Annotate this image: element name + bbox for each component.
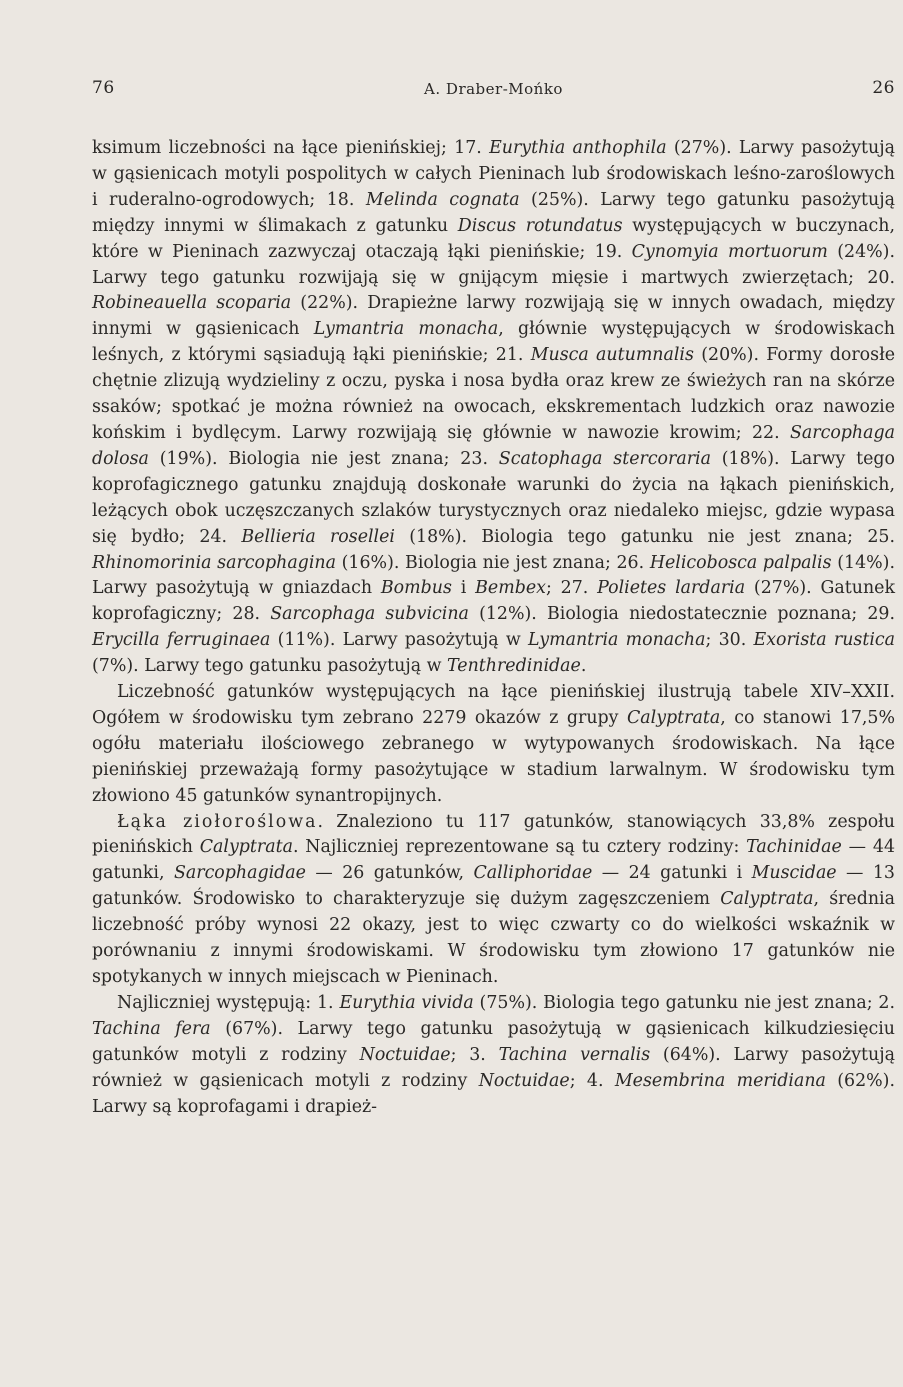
text-run: ksimum liczebności na łące pienińskiej; 17.: [92, 138, 490, 158]
text-run: , głównie występujących w środowiskach leśnych, z którymi sąsiadują łąki pienińskie; 21.: [92, 319, 896, 366]
species-name: Musca autumnalis: [530, 345, 694, 366]
species-name: Eurythia vivida: [339, 992, 474, 1013]
text-run: (67%). Larwy tego gatunku pasożytują w gąsienicach kilkudziesięciu gatunków motyli z rodziny: [92, 1018, 896, 1065]
text-run: Najliczniej występują: 1.: [117, 992, 340, 1013]
species-name: Erycilla ferruginaea: [92, 630, 271, 651]
text-run: (24%). Larwy tego gatunku rozwijają się w gnijącym mięsie i martwych zwierzętach; 20.: [92, 241, 895, 288]
species-name: Sarcophagidae: [173, 863, 306, 884]
species-name: Muscidae: [751, 863, 837, 884]
species-name: Lymantria monacha: [313, 319, 499, 340]
text-run: .: [580, 656, 587, 677]
species-name: Mesembrina meridiana: [614, 1070, 826, 1091]
text-run: (75%). Biologia tego gatunku nie jest znana; 2.: [473, 992, 895, 1013]
section-heading: Łąka ziołoroślowa: [117, 811, 318, 832]
text-run: — 26 gatunków,: [305, 863, 474, 884]
text-run: ; 3.: [450, 1044, 499, 1065]
page-number-left: 76: [92, 78, 115, 98]
species-name: Scatophaga stercoraria: [498, 448, 711, 469]
page-header: [92, 78, 895, 104]
text-run: (64%). Larwy pasożytują również w gąsienicach motyli z rodziny: [92, 1044, 895, 1091]
species-name: Robineauella scoparia: [92, 293, 292, 314]
text-run: (18%). Biologia tego gatunku nie jest znana; 25.: [394, 526, 895, 547]
text-run: (14%). Larwy pasożytują w gniazdach: [92, 552, 895, 599]
text-run: , średnia liczebność próby wynosi 22 okazy, jest to więc czwarty co do wielkości wskaźnik w porównaniu z innymi środowiskami. W środowisku tym złowiono 17 gatunków nie spotykanych w innych miejscach w Pieninach.: [92, 889, 895, 987]
species-name: Rhinomorinia sarcophagina: [92, 552, 336, 573]
running-title: A. Draber-Mońko: [424, 80, 563, 98]
species-name: Tachinidae: [746, 837, 842, 858]
text-run: (12%). Biologia niedostatecznie poznana; 29.: [468, 604, 895, 625]
species-name: Tachina vernalis: [498, 1044, 651, 1065]
body-text: [92, 136, 895, 1120]
text-run: — 44 gatunki,: [92, 837, 896, 884]
species-name: Bembex: [475, 578, 546, 599]
text-run: — 24 gatunki i: [592, 863, 752, 884]
text-run: (62%). Larwy są koprofagami i drapież-: [92, 1070, 895, 1117]
text-run: występujących w buczynach, które w Pieninach zazwyczaj otaczają łąki pienińskie; 19.: [92, 215, 895, 262]
species-name: Noctuidae: [359, 1044, 451, 1065]
text-run: Liczebność gatunków występujących na łące pienińskiej ilustrują tabele XIV–XXII. Ogółem w środowisku tym zebrano 2279 okazów z grupy: [92, 682, 895, 728]
paragraph: [92, 136, 895, 680]
species-name: Tachina fera: [92, 1018, 211, 1039]
text-run: i: [451, 578, 476, 599]
species-name: Calyptrata: [720, 889, 814, 910]
text-run: (7%). Larwy tego gatunku pasożytują w: [92, 656, 448, 677]
species-name: Calyptrata: [199, 837, 293, 858]
species-name: Calyptrata: [626, 707, 721, 728]
text-run: . Znaleziono tu 117 gatunków, stanowiących 33,8% zespołu pienińskich: [92, 811, 896, 858]
species-name: Exorista rustica: [753, 630, 895, 651]
species-name: Sarcophaga subvicina: [270, 604, 469, 625]
text-run: (25%). Larwy tego gatunku pasożytują między innymi w ślimakach z gatunku: [92, 189, 895, 236]
species-name: Sarcophaga dolosa: [92, 422, 895, 469]
species-name: Cynomyia mortuorum: [631, 241, 828, 262]
text-run: ; 27.: [545, 578, 598, 599]
paragraph: [92, 680, 895, 810]
text-run: (20%). Formy dorosłe chętnie zlizują wydzieliny z oczu, pyska i nosa bydła oraz krew ze świeżych ran na skórze ssaków; spotkać je można również na owocach, ekskrementach ludzkich oraz nawozie końskim i bydlęcym. Larwy rozwijają się głównie w nawozie krowim; 22.: [92, 345, 895, 443]
text-run: (11%). Larwy pasożytują w: [270, 630, 529, 651]
text-run: (27%). Gatunek koprofagiczny; 28.: [92, 578, 895, 625]
species-name: Discus rotundatus: [457, 215, 623, 236]
text-run: (19%). Biologia nie jest znana; 23.: [148, 448, 499, 469]
text-run: , co stanowi 17,5% ogółu materiału ilościowego zebranego w wytypowanych środowiskach. Na łące pienińskiej przeważają formy pasożytujące w stadium larwalnym. W środowisku tym złowiono 45 gatunków synantropijnych.: [92, 707, 896, 806]
text-run: (27%). Larwy pasożytują w gąsienicach motyli pospolitych w całych Pieninach lub środowiskach leśno-zaroślowych i ruderalno-ogrodowych; 18.: [92, 138, 895, 210]
species-name: Eurythia anthophila: [489, 138, 667, 158]
species-name: Helicobosca palpalis: [649, 552, 832, 573]
text-run: ; 4.: [569, 1070, 615, 1091]
text-run: (22%). Drapieżne larwy rozwijają się w innych owadach, między innymi w gąsienicach: [92, 293, 895, 340]
text-run: . Najliczniej reprezentowane są tu cztery rodziny:: [292, 837, 747, 858]
species-name: Bellieria rosellei: [241, 526, 395, 547]
text-run: (16%). Biologia nie jest znana; 26.: [335, 552, 650, 573]
paragraph: [92, 991, 895, 1121]
paragraph: [92, 810, 895, 991]
text-run: ; 30.: [705, 630, 754, 651]
species-name: Noctuidae: [478, 1070, 570, 1091]
text-run: — 13 gatunków. Środowisko to charakteryzuje się dużym zagęszczeniem: [92, 863, 896, 910]
species-name: Tenthredinidae: [447, 656, 581, 677]
species-name: Lymantria monacha: [528, 630, 706, 651]
text-run: (18%). Larwy tego koprofagicznego gatunku znajdują doskonałe warunki do życia na łąkach pienińskich, leżących obok uczęszczanych szlaków turystycznych oraz niedaleko miejsc, gdzie wypasa się bydło; 24.: [92, 448, 895, 547]
species-name: Bombus: [380, 578, 452, 599]
species-name: Melinda cognata: [365, 189, 520, 210]
page-number-right: 26: [872, 78, 895, 98]
species-name: Polietes lardaria: [597, 578, 746, 599]
species-name: Calliphoridae: [473, 863, 593, 884]
